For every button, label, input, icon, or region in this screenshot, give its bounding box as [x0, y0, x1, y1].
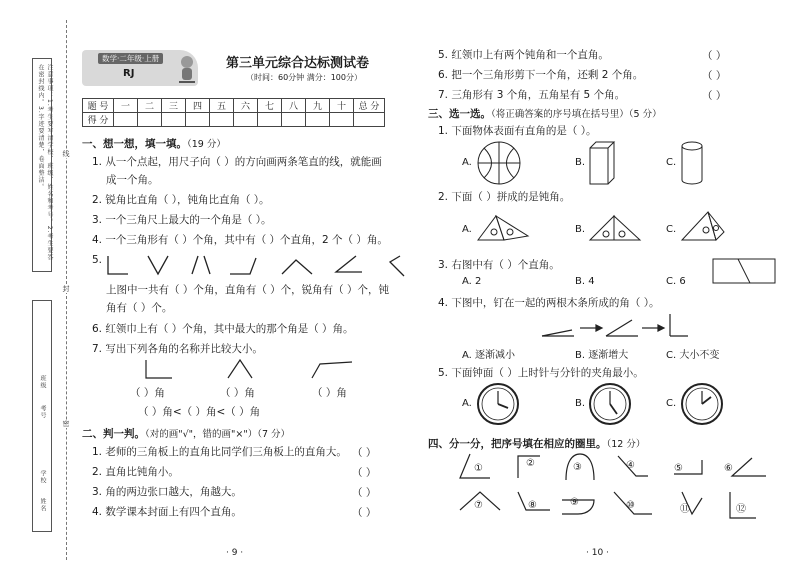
- badge-text: 数学·二年级·上册: [98, 53, 163, 64]
- score-head: 八: [282, 99, 306, 113]
- q5-angle-figures: [100, 252, 410, 280]
- q7-angle-figures: [140, 358, 360, 384]
- s3-q3-opt-a: A. 2: [462, 276, 482, 287]
- section-3-title: [428, 106, 662, 121]
- s3-q2-label-b: B.: [575, 224, 586, 235]
- score-cell[interactable]: [210, 113, 234, 127]
- s2-q1-answer[interactable]: （ ）: [352, 447, 377, 459]
- s2-q4-answer[interactable]: （ ）: [352, 507, 377, 519]
- s1-q5a: 上图中一共有（ ）个角，直角有（ ）个，锐角有（ ）个，钝: [106, 284, 390, 296]
- name-label: 姓名: [39, 498, 46, 512]
- sort-num-12: ⑫: [736, 504, 746, 515]
- s3-q4-opt-c: C. 大小不变: [666, 350, 720, 361]
- s2-q5: 5. 红领巾上有两个钝角和一个直角。: [438, 49, 609, 61]
- section-4-points: （12 分）: [606, 439, 646, 450]
- score-cell[interactable]: [138, 113, 162, 127]
- sort-num-1: ①: [474, 463, 483, 474]
- s1-q7c: （ ）角: [312, 387, 347, 399]
- cylinder-icon: [680, 140, 704, 186]
- s3-q4-opt-a: A. 逐渐减小: [462, 350, 516, 361]
- score-head: 九: [306, 99, 330, 113]
- s1-q5: 5.: [92, 254, 103, 266]
- rules-text: 注意事项：1.考生要写清学校、班级、姓名和考号。2.考生要答在密封线内。3.字迹要清楚，卷面整洁。: [37, 64, 53, 262]
- s2-q5-answer[interactable]: （ ）: [702, 50, 727, 62]
- section-2-heading: 二、判一判。: [82, 428, 145, 440]
- s1-q7a: （ ）角: [130, 387, 165, 399]
- s2-q3: 3. 角的两边张口越大，角越大。: [92, 486, 242, 498]
- score-cell[interactable]: [186, 113, 210, 127]
- section-1-title: [82, 136, 226, 151]
- s3-q5-label-b: B.: [575, 398, 586, 409]
- s3-q1: 1. 下面物体表面有直角的是（ ）。: [438, 125, 597, 137]
- wooden-strips-figure: [540, 312, 690, 340]
- mascot-icon: [176, 54, 198, 84]
- score-row-label: 得 分: [83, 113, 114, 127]
- sort-num-3: ③: [573, 462, 582, 473]
- section-3-heading: 三、选一选。: [428, 108, 491, 120]
- score-head: 五: [210, 99, 234, 113]
- s2-q3-answer[interactable]: （ ）: [352, 487, 377, 499]
- page-title: 第三单元综合达标测试卷: [226, 56, 370, 71]
- s2-q2-answer[interactable]: （ ）: [352, 467, 377, 479]
- score-head: 七: [258, 99, 282, 113]
- s2-q6: 6. 把一个三角形剪下一个角，还剩 2 个角。: [438, 69, 644, 81]
- section-4-heading: 四、分一分，把序号填在相应的圈里。: [428, 438, 607, 450]
- sort-num-4: ④: [626, 460, 635, 471]
- score-head: 六: [234, 99, 258, 113]
- page-subtitle: （时间：60分钟 满分：100分）: [246, 73, 362, 82]
- score-head: 四: [186, 99, 210, 113]
- s1-q5b: 角有（ ）个。: [106, 302, 173, 314]
- s3-q2-label-c: C.: [666, 224, 677, 235]
- sort-num-8: ⑧: [528, 500, 537, 511]
- sort-num-10: ⑩: [626, 500, 635, 511]
- score-cell[interactable]: [258, 113, 282, 127]
- class-label: 班级: [39, 375, 46, 389]
- s3-q2-label-a: A.: [462, 224, 472, 235]
- s2-q2: 2. 直角比钝角小。: [92, 466, 179, 478]
- sort-num-2: ②: [526, 458, 535, 469]
- score-cell[interactable]: [330, 113, 354, 127]
- s2-q4: 4. 数学课本封面上有四个直角。: [92, 506, 242, 518]
- score-cell[interactable]: [282, 113, 306, 127]
- s1-q2: 2. 锐角比直角（ ），钝角比直角（ ）。: [92, 194, 270, 206]
- s1-q1b: 成一个角。: [106, 174, 159, 186]
- school-label: 学校: [39, 470, 46, 484]
- seal-char-2: 封: [62, 285, 70, 293]
- s1-q4: 4. 一个三角形有（ ）个角，其中有（ ）个直角，2 个（ ）角。: [92, 234, 388, 246]
- score-head: 二: [138, 99, 162, 113]
- sort-num-9: ⑨: [570, 497, 579, 508]
- score-head: 十: [330, 99, 354, 113]
- clock-icon-a: [476, 382, 520, 426]
- seal-char-3: 密: [62, 420, 70, 428]
- score-head: 题 号: [83, 99, 114, 113]
- clock-icon-b: [588, 382, 632, 426]
- s3-q5-label-a: A.: [462, 398, 472, 409]
- s3-q5: 5. 下面钟面（ ）上时针与分针的夹角最小。: [438, 367, 644, 379]
- exam-no-label: 考号: [39, 405, 46, 419]
- edition-label: RJ: [123, 68, 135, 79]
- score-head: 一: [114, 99, 138, 113]
- page-number-left: · 9 ·: [226, 548, 244, 558]
- s3-q5-label-c: C.: [666, 398, 677, 409]
- s3-q3-opt-c: C. 6: [666, 276, 686, 287]
- score-cell[interactable]: [234, 113, 258, 127]
- page-number-right: · 10 ·: [586, 548, 609, 558]
- score-cell[interactable]: [306, 113, 330, 127]
- s3-q3-opt-b: B. 4: [575, 276, 595, 287]
- s1-q6: 6. 红领巾上有（ ）个角，其中最大的那个角是（ ）角。: [92, 323, 354, 335]
- rectangle-figure: [712, 258, 776, 284]
- triangle-ruler-pair-a: [476, 212, 530, 242]
- sort-num-6: ⑥: [724, 463, 733, 474]
- section-2-note: （对的画"√"，错的画"×"）（7 分）: [145, 429, 291, 440]
- s3-q1-label-b: B.: [575, 157, 586, 168]
- sort-num-11: ⑪: [680, 504, 690, 515]
- triangle-ruler-pair-b: [588, 212, 642, 242]
- s1-q7b: （ ）角: [220, 387, 255, 399]
- s2-q1: 1. 老师的三角板上的直角比同学们三角板上的直角大。: [92, 446, 347, 458]
- score-head: 三: [162, 99, 186, 113]
- s3-q4: 4. 下图中，钉在一起的两根木条所成的角（ ）。: [438, 297, 660, 309]
- seal-char-1: 线: [62, 150, 70, 158]
- clock-icon-c: [680, 382, 724, 426]
- s3-q1-label-c: C.: [666, 157, 677, 168]
- margin-strip: [0, 0, 70, 588]
- score-table: [82, 98, 385, 127]
- sort-num-5: ⑤: [674, 463, 683, 474]
- s1-q1a: 1. 从一个点起，用尺子向（ ）的方向画两条笔直的线，就能画: [92, 156, 382, 168]
- section-1-points: （19 分）: [187, 139, 226, 150]
- score-head: 总 分: [354, 99, 385, 113]
- score-cell[interactable]: [162, 113, 186, 127]
- s1-q3: 3. 一个三角尺上最大的一个角是（ ）。: [92, 214, 272, 226]
- s1-q7d: （ ）角<（ ）角<（ ）角: [138, 406, 261, 418]
- s2-q7-answer[interactable]: （ ）: [702, 90, 727, 102]
- triangle-ruler-pair-c: [680, 210, 726, 244]
- section-2-title: [82, 426, 290, 441]
- sort-num-7: ⑦: [474, 500, 483, 511]
- s2-q7: 7. 三角形有 3 个角，五角星有 5 个角。: [438, 89, 626, 101]
- s3-q2: 2. 下面（ ）拼成的是钝角。: [438, 191, 571, 203]
- section-1-heading: 一、想一想，填一填。: [82, 138, 187, 150]
- ball-icon: [476, 140, 522, 186]
- s1-q7: 7. 写出下列各角的名称并比较大小。: [92, 343, 263, 355]
- score-cell[interactable]: [114, 113, 138, 127]
- s3-q3: 3. 右图中有（ ）个直角。: [438, 259, 560, 271]
- s3-q1-label-a: A.: [462, 157, 472, 168]
- s3-q4-opt-b: B. 逐渐增大: [575, 350, 629, 361]
- section-4-title: [428, 436, 645, 451]
- s2-q6-answer[interactable]: （ ）: [702, 70, 727, 82]
- cuboid-icon: [588, 140, 616, 186]
- score-cell[interactable]: [354, 113, 385, 127]
- section-3-note: （将正确答案的序号填在括号里）（5 分）: [491, 109, 662, 120]
